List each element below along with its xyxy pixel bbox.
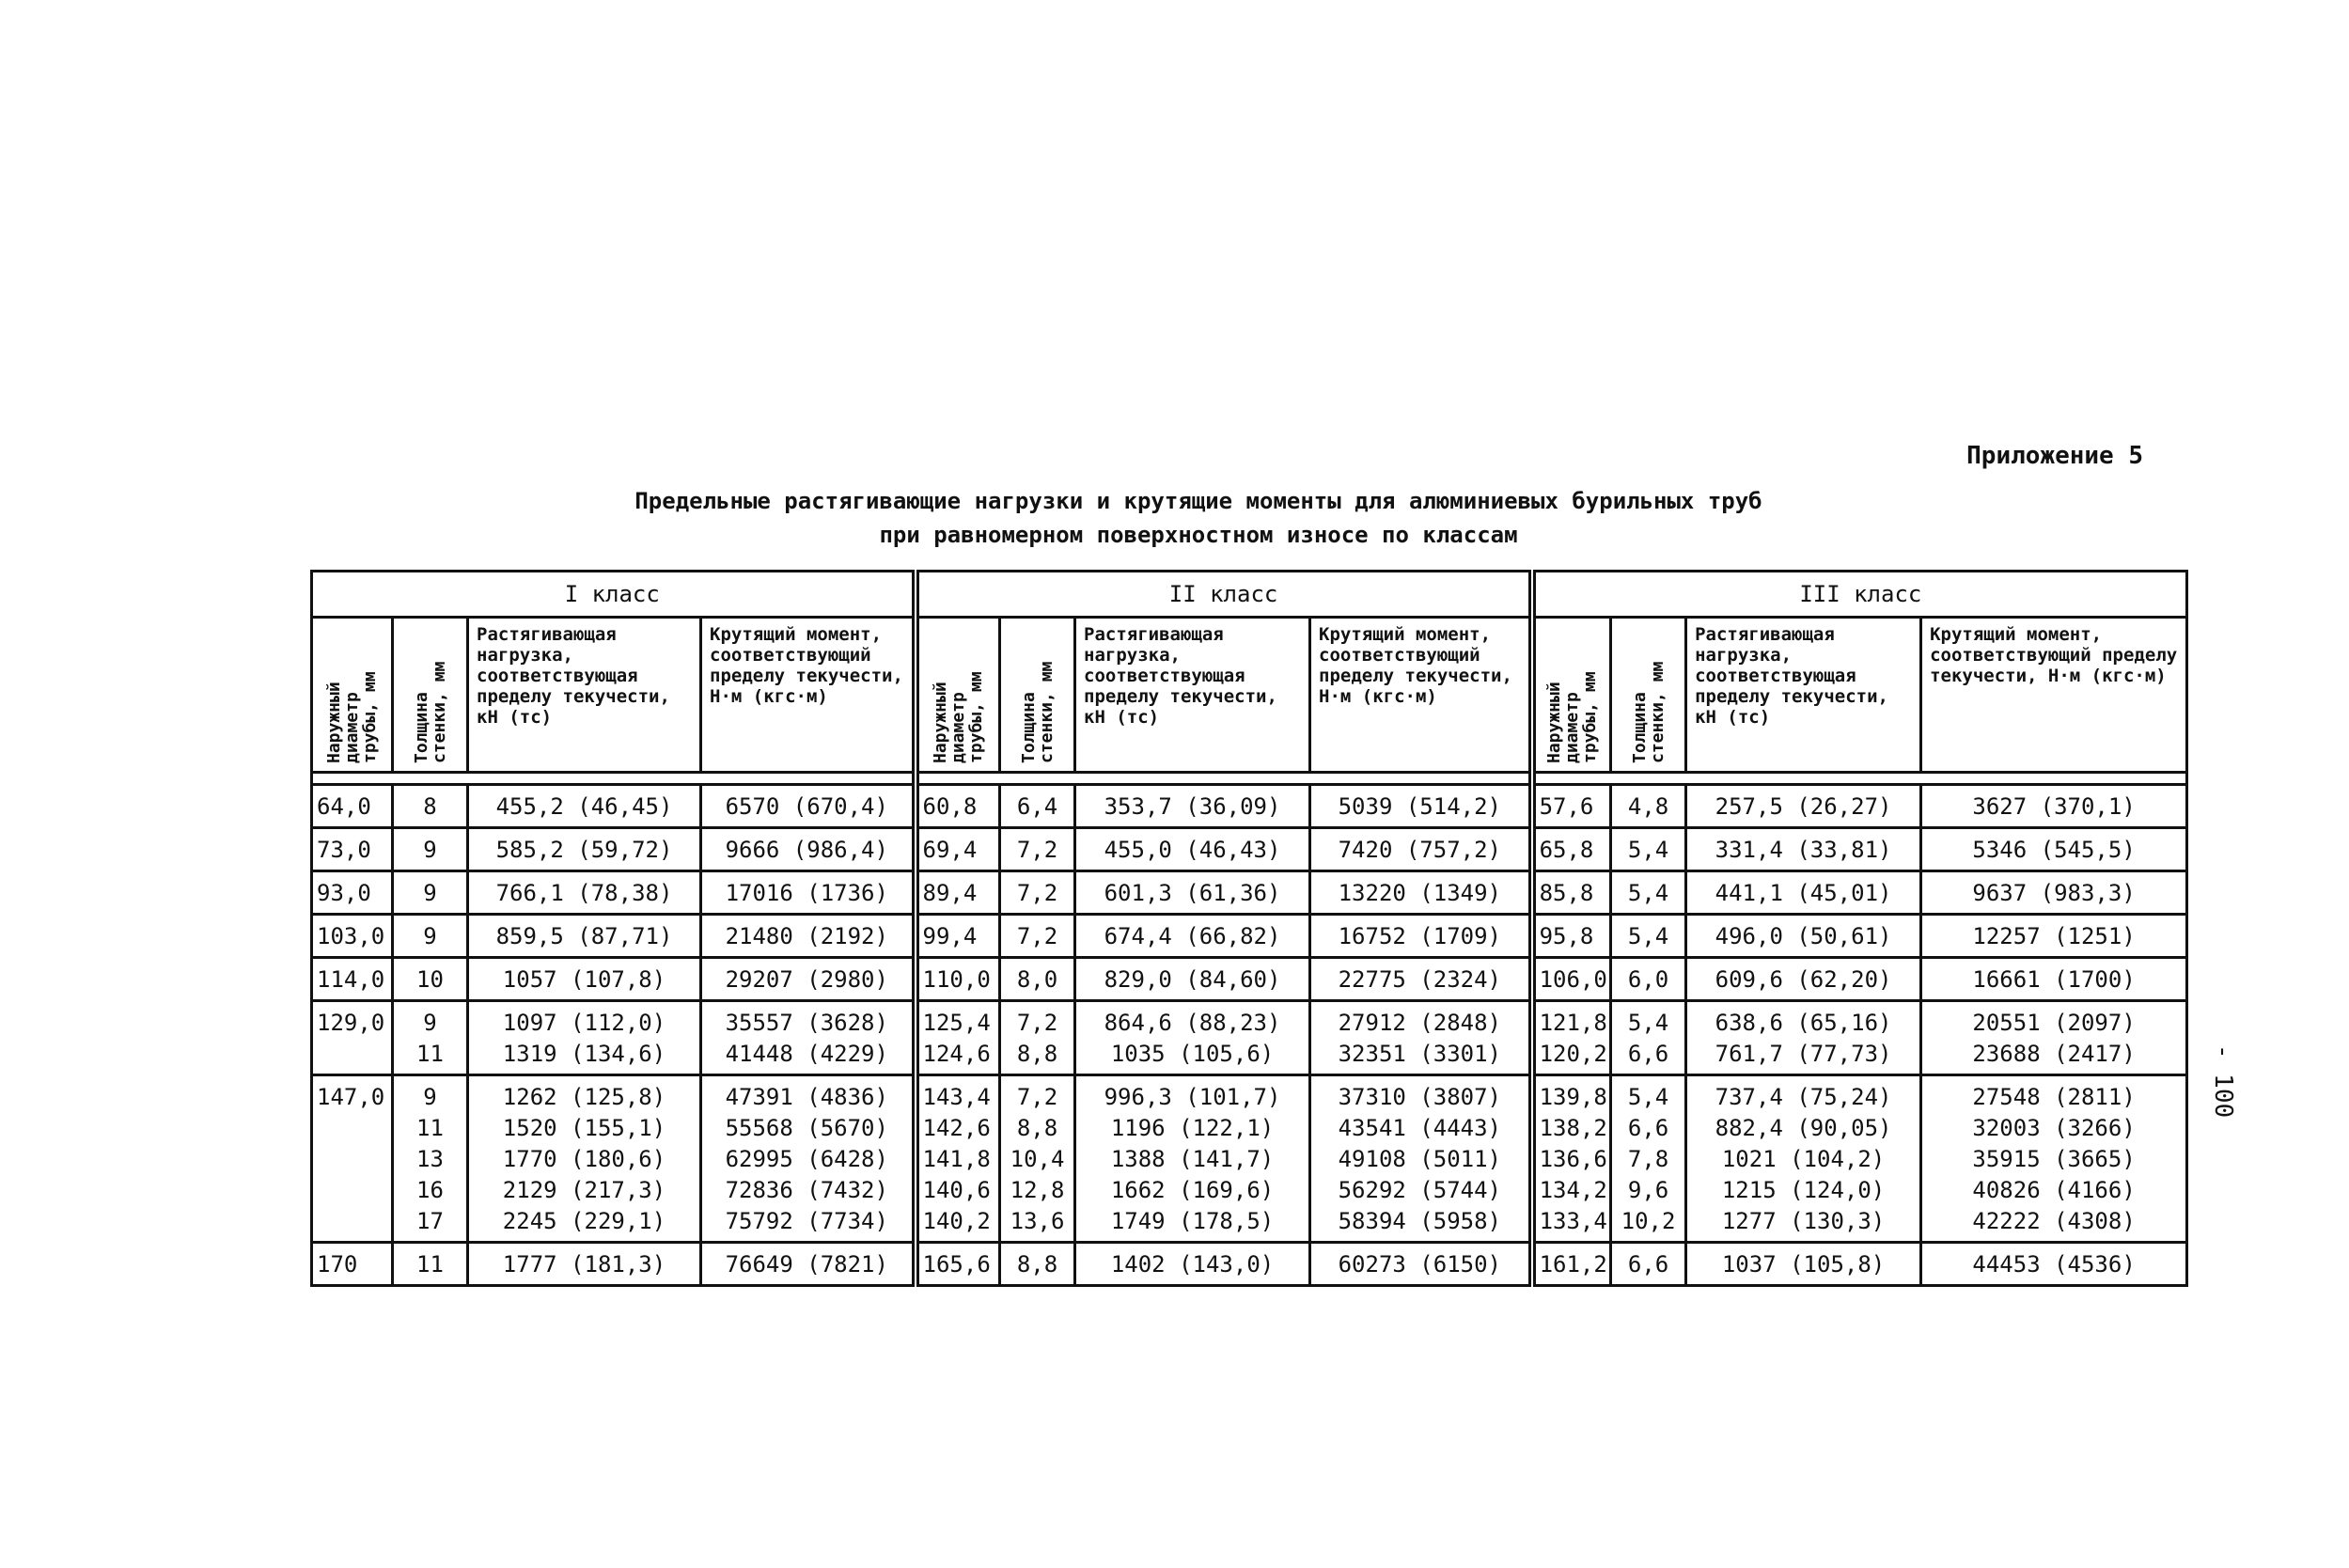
class-3-load-cell [1686, 1243, 1921, 1286]
diameter-value: 125,4 [922, 1010, 991, 1036]
class-1-torque-cell [701, 1001, 916, 1075]
class-2-thickness-cell [1000, 1075, 1075, 1243]
thickness-value: 8,8 [1016, 1115, 1058, 1141]
thickness-value: 6,0 [1627, 966, 1669, 993]
thickness-value: 5,4 [1627, 1010, 1669, 1036]
thickness-header: Толщина стенки, мм [393, 618, 468, 773]
diameter-value: 161,2 [1539, 1251, 1607, 1278]
torque-value: 22775 (2324) [1338, 966, 1501, 993]
torque-value: 6570 (670,4) [725, 793, 888, 820]
torque-value: 9666 (986,4) [725, 837, 888, 863]
class-1-load-cell [468, 785, 701, 828]
torque-value: 55568 (5670) [725, 1115, 888, 1141]
load-value: 1662 (169,6) [1110, 1177, 1275, 1203]
class-2-thickness-cell [1000, 1001, 1075, 1075]
thickness-value: 11 [416, 1115, 444, 1141]
class-2-torque-cell [1310, 1243, 1532, 1286]
load-header: Растягивающая нагрузка, соответствующая пределу текучести, кН (тс) [1686, 618, 1921, 773]
diameter-value: 120,2 [1539, 1041, 1607, 1067]
thickness-value: 7,2 [1016, 923, 1058, 949]
load-value: 996,3 (101,7) [1104, 1084, 1281, 1110]
diameter-value: 129,0 [317, 1010, 385, 1036]
class-1-diameter-cell [312, 828, 393, 871]
torque-value: 23688 (2417) [1972, 1041, 2136, 1067]
thickness-header: Толщина стенки, мм [1000, 618, 1075, 773]
thickness-value: 13 [416, 1146, 444, 1172]
class-2-header: II класс [916, 572, 1532, 618]
class-2-torque-cell [1310, 785, 1532, 828]
thickness-value: 7,2 [1016, 1010, 1058, 1036]
diameter-value: 142,6 [922, 1115, 991, 1141]
diameter-value: 95,8 [1539, 923, 1594, 949]
thickness-value: 5,4 [1627, 923, 1669, 949]
class-1-diameter-cell [312, 958, 393, 1001]
diameter-value: 133,4 [1539, 1208, 1607, 1234]
class-3-diameter-cell [1532, 958, 1611, 1001]
class-1-load-cell [468, 915, 701, 958]
diameter-value: 141,8 [922, 1146, 991, 1172]
class-2-load-cell [1075, 828, 1310, 871]
table-row [312, 785, 2187, 828]
thickness-value: 11 [416, 1041, 444, 1067]
class-2-thickness-cell [1000, 958, 1075, 1001]
load-value: 882,4 (90,05) [1715, 1115, 1892, 1141]
thickness-value: 7,8 [1627, 1146, 1669, 1172]
torque-value: 5039 (514,2) [1338, 793, 1501, 820]
table-row [312, 1243, 2187, 1286]
thickness-value: 5,4 [1627, 837, 1669, 863]
class-1-load-cell [468, 871, 701, 915]
class-1-load-cell [468, 958, 701, 1001]
diameter-value: 93,0 [317, 880, 371, 906]
diameter-value: 69,4 [922, 837, 978, 863]
table-row [312, 828, 2187, 871]
thickness-value: 9 [423, 837, 437, 863]
load-value: 1749 (178,5) [1110, 1208, 1275, 1234]
class-1-thickness-cell [393, 1075, 468, 1243]
torque-value: 35915 (3665) [1972, 1146, 2136, 1172]
class-3-torque-cell [1921, 1243, 2187, 1286]
class-1-header: I класс [312, 572, 916, 618]
title-line-1: Предельные растягивающие нагрузки и крутящие моменты для алюминиевых бурильных труб [634, 488, 1762, 514]
diameter-header: Наружный диаметр трубы, мм [312, 618, 393, 773]
load-value: 1215 (124,0) [1721, 1177, 1886, 1203]
appendix-label: Приложение 5 [1966, 442, 2143, 470]
diameter-value: 73,0 [317, 837, 371, 863]
torque-value: 58394 (5958) [1338, 1208, 1501, 1234]
diameter-value: 124,6 [922, 1041, 991, 1067]
table-row [312, 871, 2187, 915]
diameter-value: 147,0 [317, 1084, 385, 1110]
class-2-load-cell [1075, 1243, 1310, 1286]
class-1-load-cell [468, 828, 701, 871]
torque-value: 72836 (7432) [725, 1177, 888, 1203]
torque-value: 49108 (5011) [1338, 1146, 1501, 1172]
class-3-load-cell [1686, 871, 1921, 915]
class-1-torque-cell [701, 871, 916, 915]
load-value: 1520 (155,1) [502, 1115, 666, 1141]
thickness-value: 10,2 [1621, 1208, 1676, 1234]
torque-value: 42222 (4308) [1972, 1208, 2136, 1234]
class-2-load-cell [1075, 958, 1310, 1001]
thickness-value: 13,6 [1010, 1208, 1065, 1234]
class-1-torque-cell [701, 1075, 916, 1243]
load-value: 737,4 (75,24) [1715, 1084, 1892, 1110]
load-value: 1388 (141,7) [1110, 1146, 1275, 1172]
class-2-diameter-cell [916, 958, 1000, 1001]
class-1-diameter-cell [312, 1001, 393, 1075]
diameter-value: 89,4 [922, 880, 978, 906]
torque-value: 41448 (4229) [725, 1041, 888, 1067]
class-3-thickness-cell [1611, 958, 1686, 1001]
class-3-diameter-cell [1532, 828, 1611, 871]
class-2-torque-cell [1310, 915, 1532, 958]
load-value: 331,4 (33,81) [1715, 837, 1892, 863]
load-value: 1277 (130,3) [1721, 1208, 1886, 1234]
class-2-load-cell [1075, 871, 1310, 915]
load-value: 638,6 (65,16) [1715, 1010, 1892, 1036]
thickness-value: 11 [416, 1251, 444, 1278]
load-value: 766,1 (78,38) [495, 880, 673, 906]
load-torque-table [310, 570, 2188, 1287]
thickness-value: 9 [423, 880, 437, 906]
class-1-diameter-cell [312, 915, 393, 958]
class-3-torque-cell [1921, 958, 2187, 1001]
thickness-value: 5,4 [1627, 880, 1669, 906]
class-2-thickness-cell [1000, 785, 1075, 828]
thickness-value: 6,6 [1627, 1251, 1669, 1278]
thickness-value: 12,8 [1010, 1177, 1065, 1203]
class-3-load-cell [1686, 1001, 1921, 1075]
load-value: 1035 (105,6) [1110, 1041, 1275, 1067]
torque-value: 62995 (6428) [725, 1146, 888, 1172]
class-3-load-cell [1686, 958, 1921, 1001]
load-value: 2129 (217,3) [502, 1177, 666, 1203]
class-1-thickness-cell [393, 1243, 468, 1286]
class-3-torque-cell [1921, 915, 2187, 958]
load-value: 585,2 (59,72) [495, 837, 673, 863]
thickness-value: 6,6 [1627, 1115, 1669, 1141]
class-2-thickness-cell [1000, 1243, 1075, 1286]
class-3-diameter-cell [1532, 1243, 1611, 1286]
diameter-value: 106,0 [1539, 966, 1607, 993]
load-header: Растягивающая нагрузка, соответствующая пределу текучести, кН (тс) [1075, 618, 1310, 773]
class-3-torque-cell [1921, 828, 2187, 871]
class-1-diameter-cell [312, 785, 393, 828]
thickness-value: 9 [423, 1010, 437, 1036]
load-value: 1262 (125,8) [502, 1084, 666, 1110]
thickness-value: 7,2 [1016, 1084, 1058, 1110]
class-3-thickness-cell [1611, 785, 1686, 828]
torque-value: 76649 (7821) [725, 1251, 888, 1278]
torque-value: 47391 (4836) [725, 1084, 888, 1110]
class-3-thickness-cell [1611, 1001, 1686, 1075]
class-1-thickness-cell [393, 785, 468, 828]
load-value: 257,5 (26,27) [1715, 793, 1892, 820]
class-2-torque-cell [1310, 871, 1532, 915]
class-1-thickness-cell [393, 828, 468, 871]
class-1-diameter-cell [312, 1243, 393, 1286]
class-3-thickness-cell [1611, 915, 1686, 958]
torque-value: 13220 (1349) [1338, 880, 1501, 906]
load-value: 2245 (229,1) [502, 1208, 666, 1234]
class-1-torque-cell [701, 1243, 916, 1286]
title-line-2: при равномерном поверхностном износе по классам [879, 522, 1518, 548]
torque-value: 29207 (2980) [725, 966, 888, 993]
class-1-torque-cell [701, 828, 916, 871]
torque-value: 17016 (1736) [725, 880, 888, 906]
diameter-value: 138,2 [1539, 1115, 1607, 1141]
class-1-thickness-cell [393, 871, 468, 915]
load-value: 674,4 (66,82) [1104, 923, 1281, 949]
diameter-value: 110,0 [922, 966, 991, 993]
torque-value: 27548 (2811) [1972, 1084, 2136, 1110]
table-row [312, 915, 2187, 958]
class-3-load-cell [1686, 785, 1921, 828]
thickness-value: 7,2 [1016, 880, 1058, 906]
diameter-value: 170 [317, 1251, 358, 1278]
load-value: 1097 (112,0) [502, 1010, 666, 1036]
torque-value: 16752 (1709) [1338, 923, 1501, 949]
torque-value: 60273 (6150) [1338, 1251, 1501, 1278]
torque-value: 32351 (3301) [1338, 1041, 1501, 1067]
load-value: 1777 (181,3) [502, 1251, 666, 1278]
load-value: 601,3 (61,36) [1104, 880, 1281, 906]
thickness-value: 8,8 [1016, 1251, 1058, 1278]
load-value: 761,7 (77,73) [1715, 1041, 1892, 1067]
class-3-load-cell [1686, 915, 1921, 958]
torque-header: Крутящий момент, соответствующий пределу текучести, Н·м (кгс·м) [701, 618, 916, 773]
load-value: 1057 (107,8) [502, 966, 666, 993]
class-3-thickness-cell [1611, 1243, 1686, 1286]
diameter-value: 134,2 [1539, 1177, 1607, 1203]
diameter-value: 143,4 [922, 1084, 991, 1110]
thickness-value: 7,2 [1016, 837, 1058, 863]
load-value: 859,5 (87,71) [495, 923, 673, 949]
load-value: 609,6 (62,20) [1715, 966, 1892, 993]
thickness-value: 8,0 [1016, 966, 1058, 993]
diameter-value: 64,0 [317, 793, 371, 820]
load-value: 1319 (134,6) [502, 1041, 666, 1067]
class-1-load-cell [468, 1075, 701, 1243]
class-1-thickness-cell [393, 1001, 468, 1075]
thickness-value: 9,6 [1627, 1177, 1669, 1203]
torque-value: 37310 (3807) [1338, 1084, 1501, 1110]
torque-value: 56292 (5744) [1338, 1177, 1501, 1203]
class-2-thickness-cell [1000, 871, 1075, 915]
thickness-value: 8,8 [1016, 1041, 1058, 1067]
load-value: 864,6 (88,23) [1104, 1010, 1281, 1036]
diameter-value: 99,4 [922, 923, 978, 949]
torque-value: 21480 (2192) [725, 923, 888, 949]
thickness-value: 10,4 [1010, 1146, 1065, 1172]
class-3-diameter-cell [1532, 1075, 1611, 1243]
class-2-diameter-cell [916, 1075, 1000, 1243]
thickness-value: 6,4 [1016, 793, 1058, 820]
thickness-value: 17 [416, 1208, 444, 1234]
class-3-thickness-cell [1611, 871, 1686, 915]
torque-value: 7420 (757,2) [1338, 837, 1501, 863]
class-2-diameter-cell [916, 785, 1000, 828]
class-2-diameter-cell [916, 1243, 1000, 1286]
diameter-value: 139,8 [1539, 1084, 1607, 1110]
class-3-thickness-cell [1611, 828, 1686, 871]
torque-value: 20551 (2097) [1972, 1010, 2136, 1036]
diameter-value: 114,0 [317, 966, 385, 993]
thickness-value: 6,6 [1627, 1041, 1669, 1067]
diameter-header: Наружный диаметр трубы, мм [1532, 618, 1611, 773]
class-2-torque-cell [1310, 958, 1532, 1001]
diameter-value: 140,6 [922, 1177, 991, 1203]
load-value: 455,0 (46,43) [1104, 837, 1281, 863]
class-3-header: III класс [1532, 572, 2187, 618]
diameter-value: 103,0 [317, 923, 385, 949]
thickness-value: 4,8 [1627, 793, 1669, 820]
diameter-value: 136,6 [1539, 1146, 1607, 1172]
class-2-torque-cell [1310, 1001, 1532, 1075]
class-1-diameter-cell [312, 871, 393, 915]
load-value: 1196 (122,1) [1110, 1115, 1275, 1141]
class-2-thickness-cell [1000, 915, 1075, 958]
load-value: 353,7 (36,09) [1104, 793, 1281, 820]
class-1-torque-cell [701, 915, 916, 958]
torque-value: 40826 (4166) [1972, 1177, 2136, 1203]
class-2-load-cell [1075, 915, 1310, 958]
diameter-header: Наружный диаметр трубы, мм [916, 618, 1000, 773]
class-3-torque-cell [1921, 1075, 2187, 1243]
thickness-value: 5,4 [1627, 1084, 1669, 1110]
diameter-value: 140,2 [922, 1208, 991, 1234]
torque-value: 35557 (3628) [725, 1010, 888, 1036]
class-3-diameter-cell [1532, 871, 1611, 915]
class-1-torque-cell [701, 958, 916, 1001]
torque-header: Крутящий момент, соответствующий пределу текучести, Н·м (кгс·м) [1921, 618, 2187, 773]
class-3-torque-cell [1921, 785, 2187, 828]
load-value: 455,2 (46,45) [495, 793, 673, 820]
load-value: 1021 (104,2) [1721, 1146, 1886, 1172]
class-1-load-cell [468, 1243, 701, 1286]
load-value: 1402 (143,0) [1110, 1251, 1275, 1278]
class-2-diameter-cell [916, 1001, 1000, 1075]
torque-header: Крутящий момент, соответствующий пределу текучести, Н·м (кгс·м) [1310, 618, 1532, 773]
diameter-value: 165,6 [922, 1251, 991, 1278]
load-value: 1037 (105,8) [1721, 1251, 1886, 1278]
table-row [312, 1075, 2187, 1243]
diameter-value: 85,8 [1539, 880, 1594, 906]
class-2-load-cell [1075, 1075, 1310, 1243]
torque-value: 44453 (4536) [1972, 1251, 2136, 1278]
load-value: 1770 (180,6) [502, 1146, 666, 1172]
class-2-torque-cell [1310, 828, 1532, 871]
torque-value: 32003 (3266) [1972, 1115, 2136, 1141]
class-2-diameter-cell [916, 828, 1000, 871]
class-3-torque-cell [1921, 871, 2187, 915]
thickness-value: 8 [423, 793, 437, 820]
class-2-load-cell [1075, 785, 1310, 828]
thickness-value: 9 [423, 923, 437, 949]
page-number: - 100 [2209, 1043, 2237, 1119]
thickness-value: 10 [416, 966, 444, 993]
torque-value: 43541 (4443) [1338, 1115, 1501, 1141]
page-title [564, 484, 1833, 552]
class-1-diameter-cell [312, 1075, 393, 1243]
thickness-header: Толщина стенки, мм [1611, 618, 1686, 773]
class-3-thickness-cell [1611, 1075, 1686, 1243]
class-2-torque-cell [1310, 1075, 1532, 1243]
load-value: 829,0 (84,60) [1104, 966, 1281, 993]
load-value: 441,1 (45,01) [1715, 880, 1892, 906]
class-1-torque-cell [701, 785, 916, 828]
torque-value: 5346 (545,5) [1972, 837, 2136, 863]
table-row [312, 958, 2187, 1001]
class-1-load-cell [468, 1001, 701, 1075]
diameter-value: 65,8 [1539, 837, 1594, 863]
torque-value: 75792 (7734) [725, 1208, 888, 1234]
torque-value: 9637 (983,3) [1972, 880, 2136, 906]
class-2-load-cell [1075, 1001, 1310, 1075]
class-3-load-cell [1686, 828, 1921, 871]
torque-value: 12257 (1251) [1972, 923, 2136, 949]
torque-value: 27912 (2848) [1338, 1010, 1501, 1036]
torque-value: 3627 (370,1) [1972, 793, 2136, 820]
diameter-value: 121,8 [1539, 1010, 1607, 1036]
class-1-thickness-cell [393, 958, 468, 1001]
class-3-torque-cell [1921, 1001, 2187, 1075]
class-3-diameter-cell [1532, 915, 1611, 958]
diameter-value: 60,8 [922, 793, 978, 820]
class-3-diameter-cell [1532, 785, 1611, 828]
class-1-thickness-cell [393, 915, 468, 958]
class-2-diameter-cell [916, 915, 1000, 958]
diameter-value: 57,6 [1539, 793, 1594, 820]
torque-value: 16661 (1700) [1972, 966, 2136, 993]
load-value: 496,0 (50,61) [1715, 923, 1892, 949]
class-2-diameter-cell [916, 871, 1000, 915]
class-3-diameter-cell [1532, 1001, 1611, 1075]
class-3-load-cell [1686, 1075, 1921, 1243]
load-header: Растягивающая нагрузка, соответствующая пределу текучести, кН (тс) [468, 618, 701, 773]
thickness-value: 9 [423, 1084, 437, 1110]
thickness-value: 16 [416, 1177, 444, 1203]
table-row [312, 1001, 2187, 1075]
class-2-thickness-cell [1000, 828, 1075, 871]
header-gap [312, 773, 2187, 785]
